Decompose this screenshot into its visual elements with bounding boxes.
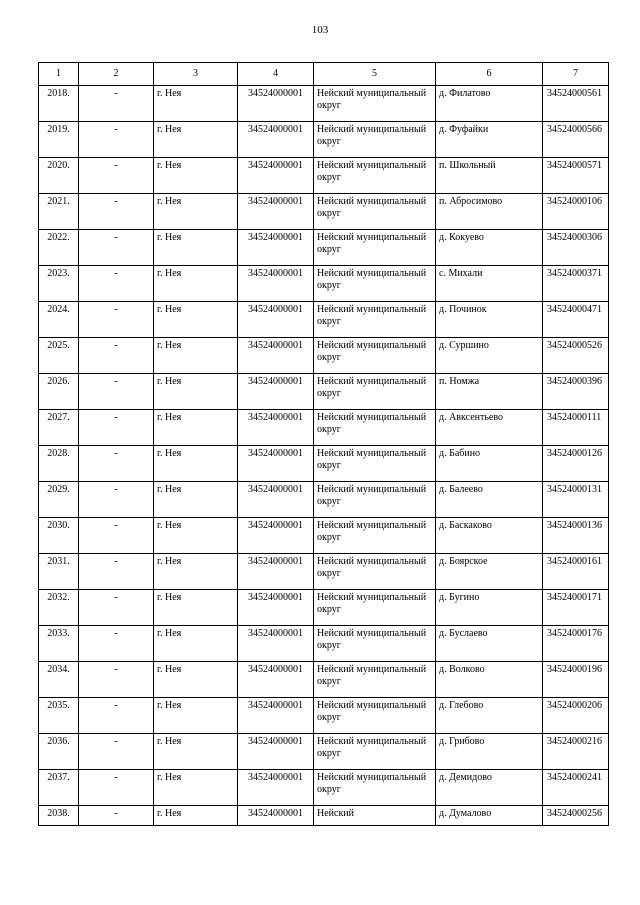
table-cell-col-2: -	[79, 302, 154, 338]
table-cell-col-6: п. Школьный	[436, 158, 543, 194]
table-cell-col-2: -	[79, 698, 154, 734]
table-row	[39, 590, 609, 626]
table-cell-col-2: -	[79, 338, 154, 374]
table-cell-col-4: 34524000001	[238, 734, 314, 770]
table-row	[39, 770, 609, 806]
table-cell-col-2: -	[79, 806, 154, 826]
table-cell-col-1: 2035.	[39, 698, 79, 734]
header-cell-2: 2	[79, 63, 154, 86]
table-cell-col-4: 34524000001	[238, 122, 314, 158]
table-cell-col-1: 2029.	[39, 482, 79, 518]
table-row	[39, 806, 609, 826]
table-cell-col-3: г. Нея	[154, 158, 238, 194]
table-cell-col-7: 34524000136	[543, 518, 609, 554]
table-cell-col-4: 34524000001	[238, 806, 314, 826]
table-cell-col-6: д. Грибово	[436, 734, 543, 770]
table-cell-col-1: 2031.	[39, 554, 79, 590]
header-cell-1: 1	[39, 63, 79, 86]
table-cell-col-5: Нейский муниципальный округ	[314, 122, 436, 158]
table-cell-col-6: д. Авксентьево	[436, 410, 543, 446]
table-cell-col-7: 34524000171	[543, 590, 609, 626]
table-cell-col-2: -	[79, 410, 154, 446]
table-cell-col-1: 2036.	[39, 734, 79, 770]
table-cell-col-3: г. Нея	[154, 698, 238, 734]
table-cell-col-5: Нейский муниципальный округ	[314, 446, 436, 482]
table-cell-col-1: 2020.	[39, 158, 79, 194]
table-cell-col-2: -	[79, 770, 154, 806]
table-cell-col-1: 2025.	[39, 338, 79, 374]
table-cell-col-6: д. Думалово	[436, 806, 543, 826]
table-row	[39, 230, 609, 266]
table-cell-col-5: Нейский муниципальный округ	[314, 410, 436, 446]
table-cell-col-3: г. Нея	[154, 554, 238, 590]
table-cell-col-5: Нейский муниципальный округ	[314, 230, 436, 266]
table-row	[39, 122, 609, 158]
table-cell-col-2: -	[79, 446, 154, 482]
table-cell-col-5: Нейский муниципальный округ	[314, 626, 436, 662]
table-cell-col-2: -	[79, 662, 154, 698]
table-cell-col-4: 34524000001	[238, 770, 314, 806]
table-cell-col-3: г. Нея	[154, 86, 238, 122]
table-cell-col-4: 34524000001	[238, 518, 314, 554]
table-row	[39, 410, 609, 446]
table-cell-col-3: г. Нея	[154, 734, 238, 770]
table-cell-col-2: -	[79, 374, 154, 410]
table-cell-col-2: -	[79, 230, 154, 266]
table-cell-col-3: г. Нея	[154, 518, 238, 554]
table-cell-col-4: 34524000001	[238, 302, 314, 338]
table-row	[39, 158, 609, 194]
table-cell-col-1: 2027.	[39, 410, 79, 446]
table-row	[39, 302, 609, 338]
table-cell-col-7: 34524000126	[543, 446, 609, 482]
table-cell-col-4: 34524000001	[238, 374, 314, 410]
table-cell-col-4: 34524000001	[238, 626, 314, 662]
table-cell-col-5: Нейский муниципальный округ	[314, 338, 436, 374]
table-cell-col-7: 34524000526	[543, 338, 609, 374]
table-cell-col-6: д. Балеево	[436, 482, 543, 518]
table-cell-col-1: 2030.	[39, 518, 79, 554]
table-cell-col-4: 34524000001	[238, 158, 314, 194]
table-cell-col-6: д. Демидово	[436, 770, 543, 806]
table-cell-col-3: г. Нея	[154, 122, 238, 158]
table-cell-col-3: г. Нея	[154, 482, 238, 518]
table-cell-col-6: д. Починок	[436, 302, 543, 338]
table-cell-col-5: Нейский муниципальный округ	[314, 554, 436, 590]
table-cell-col-7: 34524000161	[543, 554, 609, 590]
table-row	[39, 734, 609, 770]
table-cell-col-1: 2023.	[39, 266, 79, 302]
table-cell-col-7: 34524000176	[543, 626, 609, 662]
table-cell-col-3: г. Нея	[154, 590, 238, 626]
table-cell-col-3: г. Нея	[154, 266, 238, 302]
table-cell-col-4: 34524000001	[238, 86, 314, 122]
table-cell-col-6: д. Бабино	[436, 446, 543, 482]
table-row	[39, 698, 609, 734]
table-row	[39, 338, 609, 374]
table-row	[39, 518, 609, 554]
table-cell-col-2: -	[79, 158, 154, 194]
table-cell-col-7: 34524000196	[543, 662, 609, 698]
table-cell-col-3: г. Нея	[154, 374, 238, 410]
table-cell-col-2: -	[79, 626, 154, 662]
table-cell-col-7: 34524000131	[543, 482, 609, 518]
table-row	[39, 626, 609, 662]
header-cell-5: 5	[314, 63, 436, 86]
table-cell-col-6: д. Кокуево	[436, 230, 543, 266]
table-cell-col-2: -	[79, 266, 154, 302]
table-cell-col-7: 34524000371	[543, 266, 609, 302]
table-cell-col-2: -	[79, 86, 154, 122]
table-row	[39, 194, 609, 230]
table-cell-col-6: д. Бугино	[436, 590, 543, 626]
table-cell-col-2: -	[79, 590, 154, 626]
table-cell-col-4: 34524000001	[238, 482, 314, 518]
table-row	[39, 86, 609, 122]
table-cell-col-5: Нейский муниципальный округ	[314, 734, 436, 770]
table-cell-col-5: Нейский муниципальный округ	[314, 590, 436, 626]
table-cell-col-1: 2034.	[39, 662, 79, 698]
page-number: 103	[311, 24, 329, 36]
table-cell-col-4: 34524000001	[238, 230, 314, 266]
table-cell-col-6: д. Филатово	[436, 86, 543, 122]
table-cell-col-2: -	[79, 122, 154, 158]
table-cell-col-7: 34524000396	[543, 374, 609, 410]
table-cell-col-6: п. Номжа	[436, 374, 543, 410]
table-row	[39, 446, 609, 482]
table-cell-col-7: 34524000206	[543, 698, 609, 734]
table-cell-col-5: Нейский муниципальный округ	[314, 86, 436, 122]
header-cell-7: 7	[543, 63, 609, 86]
table-cell-col-7: 34524000241	[543, 770, 609, 806]
table-cell-col-7: 34524000561	[543, 86, 609, 122]
table-row	[39, 482, 609, 518]
table-cell-col-4: 34524000001	[238, 554, 314, 590]
table-cell-col-3: г. Нея	[154, 446, 238, 482]
table-cell-col-7: 34524000306	[543, 230, 609, 266]
table-cell-col-6: д. Баскаково	[436, 518, 543, 554]
table-cell-col-1: 2033.	[39, 626, 79, 662]
table-row	[39, 554, 609, 590]
table-cell-col-6: д. Волково	[436, 662, 543, 698]
table-row	[39, 374, 609, 410]
table-cell-col-3: г. Нея	[154, 626, 238, 662]
header-cell-4: 4	[238, 63, 314, 86]
table-cell-col-1: 2019.	[39, 122, 79, 158]
table-cell-col-5: Нейский муниципальный округ	[314, 482, 436, 518]
table-cell-col-1: 2037.	[39, 770, 79, 806]
table-cell-col-3: г. Нея	[154, 338, 238, 374]
table-cell-col-4: 34524000001	[238, 590, 314, 626]
table-cell-col-5: Нейский муниципальный округ	[314, 374, 436, 410]
table-cell-col-6: с. Михали	[436, 266, 543, 302]
table-cell-col-5: Нейский муниципальный округ	[314, 158, 436, 194]
header-row	[39, 63, 609, 86]
table-cell-col-7: 34524000216	[543, 734, 609, 770]
table-cell-col-1: 2028.	[39, 446, 79, 482]
table-cell-col-1: 2032.	[39, 590, 79, 626]
table-cell-col-3: г. Нея	[154, 230, 238, 266]
table-body	[39, 86, 609, 826]
table-cell-col-4: 34524000001	[238, 410, 314, 446]
table-cell-col-7: 34524000111	[543, 410, 609, 446]
table-cell-col-5: Нейский муниципальный округ	[314, 518, 436, 554]
table-cell-col-3: г. Нея	[154, 302, 238, 338]
table-cell-col-6: д. Суршино	[436, 338, 543, 374]
table-row	[39, 662, 609, 698]
table-cell-col-5: Нейский муниципальный округ	[314, 302, 436, 338]
table-cell-col-1: 2024.	[39, 302, 79, 338]
table-cell-col-4: 34524000001	[238, 338, 314, 374]
table-cell-col-2: -	[79, 482, 154, 518]
table-cell-col-3: г. Нея	[154, 770, 238, 806]
header-cell-3: 3	[154, 63, 238, 86]
table-cell-col-5: Нейский муниципальный округ	[314, 698, 436, 734]
table-cell-col-6: д. Фуфайки	[436, 122, 543, 158]
table-cell-col-1: 2038.	[39, 806, 79, 826]
table-cell-col-3: г. Нея	[154, 662, 238, 698]
table-cell-col-1: 2026.	[39, 374, 79, 410]
table-cell-col-6: п. Абросимово	[436, 194, 543, 230]
table-row	[39, 266, 609, 302]
table-cell-col-2: -	[79, 734, 154, 770]
table-cell-col-5: Нейский муниципальный округ	[314, 266, 436, 302]
table-cell-col-1: 2018.	[39, 86, 79, 122]
table-cell-col-5: Нейский	[314, 806, 436, 826]
table-cell-col-6: д. Боярское	[436, 554, 543, 590]
table-cell-col-3: г. Нея	[154, 194, 238, 230]
table-cell-col-7: 34524000471	[543, 302, 609, 338]
table-cell-col-4: 34524000001	[238, 194, 314, 230]
table-cell-col-6: д. Буслаево	[436, 626, 543, 662]
table-cell-col-6: д. Глебово	[436, 698, 543, 734]
table-header	[39, 63, 609, 86]
table-cell-col-7: 34524000256	[543, 806, 609, 826]
table-cell-col-4: 34524000001	[238, 662, 314, 698]
table-cell-col-3: г. Нея	[154, 806, 238, 826]
table-cell-col-2: -	[79, 518, 154, 554]
table-cell-col-5: Нейский муниципальный округ	[314, 770, 436, 806]
table-cell-col-3: г. Нея	[154, 410, 238, 446]
table-cell-col-5: Нейский муниципальный округ	[314, 194, 436, 230]
table-cell-col-7: 34524000571	[543, 158, 609, 194]
settlements-table	[38, 62, 609, 826]
table-cell-col-7: 34524000106	[543, 194, 609, 230]
table-cell-col-4: 34524000001	[238, 266, 314, 302]
table-cell-col-1: 2022.	[39, 230, 79, 266]
table-cell-col-2: -	[79, 194, 154, 230]
table-cell-col-5: Нейский муниципальный округ	[314, 662, 436, 698]
header-cell-6: 6	[436, 63, 543, 86]
table-cell-col-4: 34524000001	[238, 446, 314, 482]
table-cell-col-2: -	[79, 554, 154, 590]
table-cell-col-7: 34524000566	[543, 122, 609, 158]
table-cell-col-4: 34524000001	[238, 698, 314, 734]
table-cell-col-1: 2021.	[39, 194, 79, 230]
